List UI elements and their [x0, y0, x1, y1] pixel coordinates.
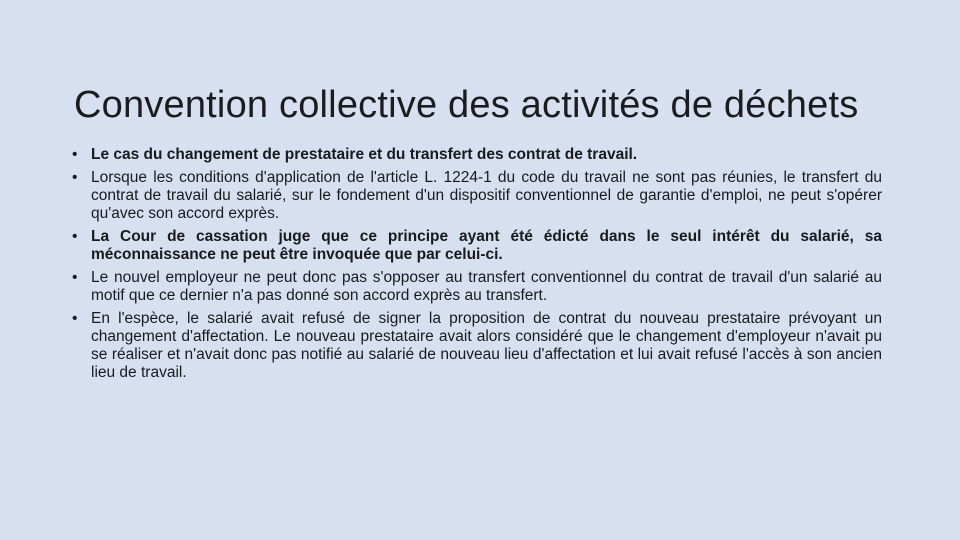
bullet-icon: •: [72, 310, 78, 327]
bullet-icon: •: [72, 228, 78, 245]
bullet-item: [72, 146, 882, 164]
bullet-text: En l'espèce, le salarié avait refusé de signer la proposition de contrat du nouveau prestataire prévoyant un changement d'affectation. Le nouveau prestataire avait alors considéré que le changement d'employeur n'avait pu se réaliser et n'avait donc pas notifié au salarié de nouveau lieu d'affectation et lui avait refusé l'accès à son ancien lieu de travail.: [91, 310, 882, 381]
bullet-text: La Cour de cassation juge que ce principe ayant été édicté dans le seul intérêt du salarié, sa méconnaissance ne peut être invoquée que par celui-ci.: [91, 228, 882, 263]
bullet-icon: •: [72, 146, 78, 163]
bullet-item: [72, 169, 882, 223]
bullet-item: [72, 310, 882, 382]
bullet-item: [72, 269, 882, 305]
bullet-text: Lorsque les conditions d'application de l'article L. 1224-1 du code du travail ne sont pas réunies, le transfert du contrat de travail du salarié, sur le fondement d'un dispositif conventionnel de garantie d'emploi, ne peut s'opérer qu'avec son accord exprès.: [91, 169, 882, 222]
bullet-icon: •: [72, 269, 78, 286]
bullet-item: [72, 228, 882, 264]
bullet-list: [72, 146, 882, 387]
bullet-text: Le cas du changement de prestataire et du transfert des contrat de travail.: [91, 146, 638, 163]
bullet-text: Le nouvel employeur ne peut donc pas s'opposer au transfert conventionnel du contrat de travail d'un salarié au motif que ce dernier n'a pas donné son accord exprès au transfert.: [91, 269, 882, 304]
slide-title: Convention collective des activités de déchets: [74, 84, 859, 127]
bullet-icon: •: [72, 169, 78, 186]
